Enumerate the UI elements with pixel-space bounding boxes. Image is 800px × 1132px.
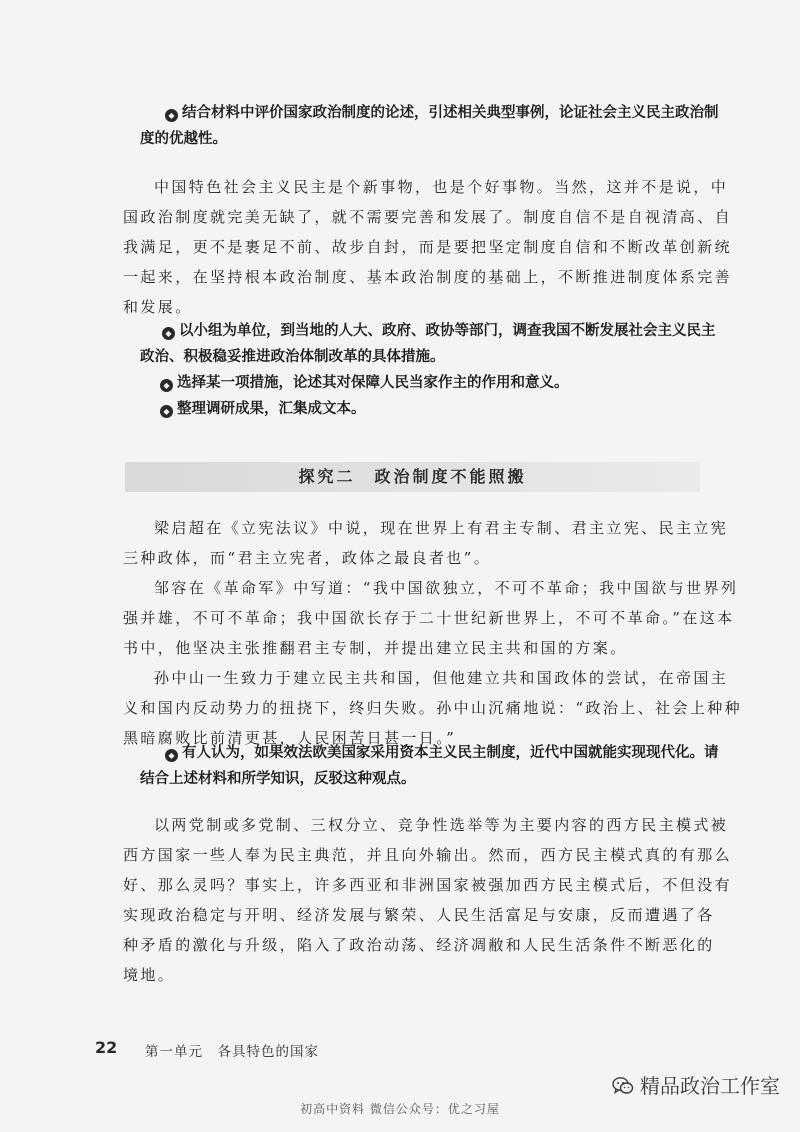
bullet-icon: ◆ xyxy=(160,379,173,392)
task-line: ◆ 有人认为，如果效法欧美国家采用资本主义民主制度，近代中国就能实现现代化。请 xyxy=(165,740,719,766)
task-block-1 xyxy=(140,100,719,152)
wechat-icon xyxy=(612,1076,634,1101)
bullet-icon: ◆ xyxy=(165,749,178,762)
task-block-2 xyxy=(140,318,716,422)
task-line: ◆ 选择某一项措施，论述其对保障人民当家作主的作用和意义。 xyxy=(160,370,716,396)
paragraph-line: 西方国家一些人奉为民主典范，并且向外输出。然而，西方民主模式真的有那么 xyxy=(123,846,733,864)
watermark xyxy=(612,1070,780,1101)
source-note: 初高中资料 微信公众号：优之习屋 xyxy=(300,1102,500,1116)
paragraph-line: 种矛盾的激化与升级，陷入了政治动荡、经济凋敝和人民生活条件不断恶化的 xyxy=(123,936,715,954)
paragraph-line: 好、那么灵吗？事实上，许多西亚和非洲国家被强加西方民主模式后，不但没有 xyxy=(123,876,733,894)
paragraph-line: 国政治制度就完美无缺了，就不需要完善和发展了。制度自信不是自视清高、自 xyxy=(123,208,733,226)
paragraph-1 xyxy=(123,172,733,322)
paragraph-line: 义和国内反动势力的扭挠下，终归失败。孙中山沉痛地说：“政治上、社会上种种 xyxy=(123,699,743,717)
paragraph-line: 孙中山一生致力于建立民主共和国，但他建立共和国政体的尝试，在帝国主 xyxy=(154,669,729,687)
bullet-icon: ◆ xyxy=(160,405,173,418)
bullet-icon: ◆ xyxy=(162,327,175,340)
paragraph-line: 实现政治稳定与开明、经济发展与繁荣、人民生活富足与安康，反而遭遇了各 xyxy=(123,906,715,924)
paragraph-line: 一起来，在坚持根本政治制度、基本政治制度的基础上，不断推进制度体系完善 xyxy=(123,268,733,286)
watermark-text: 精品政治工作室 xyxy=(640,1074,780,1098)
paragraph-line: 黑暗腐败比前清更甚，人民困苦日甚一日。” xyxy=(123,729,457,747)
paragraph-line: 梁启超在《立宪法议》中说，现在世界上有君主专制、君主立宪、民主立宪 xyxy=(154,519,729,537)
unit-title: 第一单元 各具特色的国家 xyxy=(145,1044,319,1060)
task-line: 政治、积极稳妥推进政治体制改革的具体措施。 xyxy=(140,349,445,365)
section-title: 探究二 政治制度不能照搬 xyxy=(298,467,527,486)
task-line: ◆ 整理调研成果，汇集成文本。 xyxy=(160,396,716,422)
task-line: ◆ 以小组为单位，到当地的人大、政府、政协等部门，调查我国不断发展社会主义民主 xyxy=(162,318,716,344)
paragraph-line: 和发展。 xyxy=(123,298,193,316)
paragraph-line: 我满足，更不是裹足不前、故步自封，而是要把坚定制度自信和不断改革创新统 xyxy=(123,238,733,256)
paragraph-line: 以两党制或多党制、三权分立、竞争性选举等为主要内容的西方民主模式被 xyxy=(154,816,729,834)
paragraph-line: 书中，他坚决主张推翻君主专制，并提出建立民主共和国的方案。 xyxy=(123,639,628,657)
task-line: 度的优越性。 xyxy=(140,131,227,147)
paragraph-line: 邹容在《革命军》中写道：“我中国欲独立，不可不革命；我中国欲与世界列 xyxy=(154,579,739,597)
paragraph-line: 强并雄，不可不革命；我中国欲长存于二十世纪新世界上，不可不革命。”在这本 xyxy=(123,609,735,627)
paragraph-line: 境地。 xyxy=(123,966,176,984)
bullet-icon: ◆ xyxy=(165,109,178,122)
task-block-3 xyxy=(140,740,719,792)
paragraph-5 xyxy=(123,810,733,990)
task-line: ◆ 结合材料中评价国家政治制度的论述，引述相关典型事例，论证社会主义民主政治制 xyxy=(165,100,719,126)
paragraph-2 xyxy=(123,513,729,573)
paragraph-line: 中国特色社会主义民主是个新事物，也是个好事物。当然，这并不是说，中 xyxy=(154,178,729,196)
page-number: 22 xyxy=(95,1038,118,1057)
paragraph-3 xyxy=(123,573,739,663)
task-line: 结合上述材料和所学知识，反驳这种观点。 xyxy=(140,771,416,787)
paragraph-line: 三种政体，而“君主立宪者，政体之最良者也”。 xyxy=(123,549,492,567)
section-header-band xyxy=(125,462,700,492)
